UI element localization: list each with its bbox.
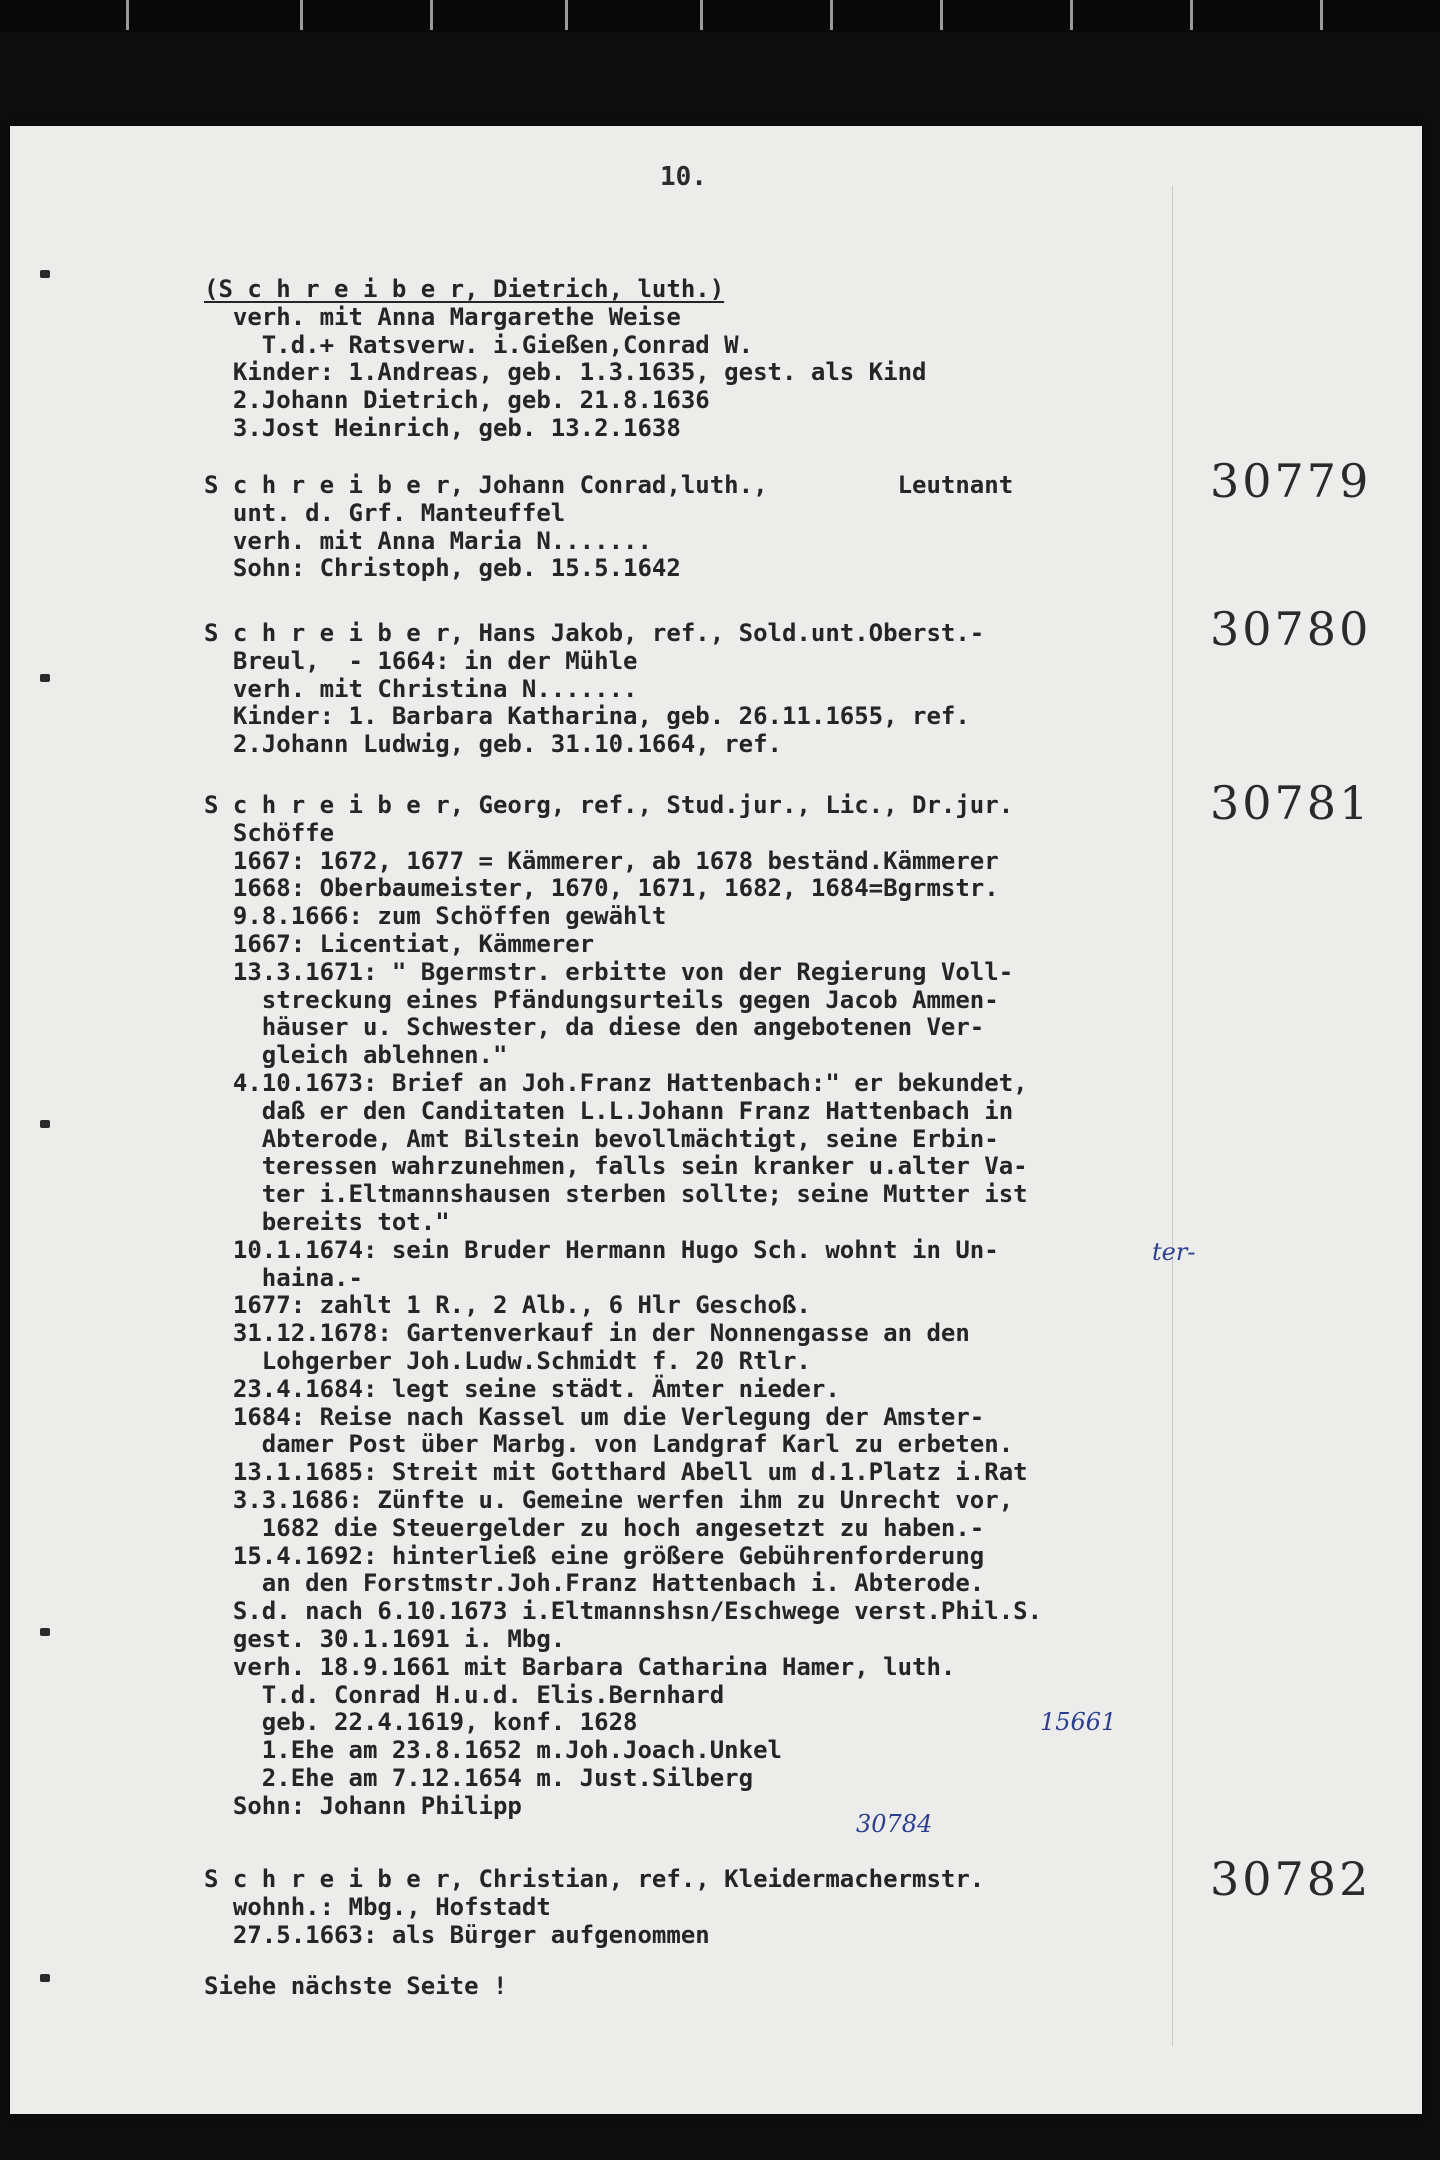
- entry-line: streckung eines Pfändungsurteils gegen Jacob Ammen-: [204, 985, 999, 1014]
- film-strip-top: [0, 0, 1440, 32]
- register-number: 30782: [1210, 1852, 1372, 1906]
- entry-line: wohnh.: Mbg., Hofstadt: [204, 1892, 551, 1921]
- entry-line: T.d. Conrad H.u.d. Elis.Bernhard: [204, 1680, 725, 1709]
- entry-line: 1667: 1672, 1677 = Kämmerer, ab 1678 beständ.Kämmerer: [204, 846, 999, 875]
- entry-line: 23.4.1684: legt seine städt. Ämter nieder.: [204, 1374, 840, 1403]
- entry-line: Sohn: Johann Philipp: [204, 1791, 522, 1820]
- entry-line: 3.Jost Heinrich, geb. 13.2.1638: [204, 413, 681, 442]
- punch-mark: [40, 1628, 50, 1636]
- entry-line: häuser u. Schwester, da diese den angebotenen Ver-: [204, 1013, 985, 1042]
- entry-line: T.d.+ Ratsverw. i.Gießen,Conrad W.: [204, 330, 754, 359]
- register-number: 30780: [1210, 602, 1372, 656]
- handwritten-reference: 15661: [1040, 1708, 1117, 1736]
- entry-heading: S c h r e i b e r, Johann Conrad,luth., Leutnant: [204, 471, 1014, 499]
- entry-line: 27.5.1663: als Bürger aufgenommen: [204, 1920, 710, 1949]
- entry-line: Kinder: 1.Andreas, geb. 1.3.1635, gest. als Kind: [204, 358, 927, 387]
- entry-line: 1.Ehe am 23.8.1652 m.Joh.Joach.Unkel: [204, 1736, 782, 1765]
- entry-heading: S c h r e i b e r, Christian, ref., Kleidermachermstr.: [204, 1865, 985, 1893]
- entry-line: 4.10.1673: Brief an Joh.Franz Hattenbach:" er bekundet,: [204, 1068, 1028, 1097]
- entry-line: Kinder: 1. Barbara Katharina, geb. 26.11.1655, ref.: [204, 702, 970, 731]
- entry-line: an den Forstmstr.Joh.Franz Hattenbach i. Abterode.: [204, 1569, 985, 1598]
- handwritten-correction: ter-: [1152, 1238, 1196, 1266]
- entry-line: gleich ablehnen.": [204, 1041, 508, 1070]
- register-number: 30779: [1210, 454, 1372, 508]
- entry-line: Schöffe: [204, 818, 335, 847]
- entry-line: 13.3.1671: " Bgermstr. erbitte von der Regierung Voll-: [204, 957, 1014, 986]
- entry-line: 1667: Licentiat, Kämmerer: [204, 929, 595, 958]
- entry-line: Lohgerber Joh.Ludw.Schmidt f. 20 Rtlr.: [204, 1346, 811, 1375]
- entry-line: Abterode, Amt Bilstein bevollmächtigt, seine Erbin-: [204, 1124, 999, 1153]
- entry-line: bereits tot.": [204, 1207, 450, 1236]
- continued-note: Siehe nächste Seite !: [204, 1972, 508, 2000]
- entry-line: Breul, - 1664: in der Mühle: [204, 646, 638, 675]
- entry-line: 1668: Oberbaumeister, 1670, 1671, 1682, 1684=Bgrmstr.: [204, 874, 999, 903]
- entry-line: verh. mit Anna Margarethe Weise: [204, 302, 681, 331]
- entry-line: 2.Ehe am 7.12.1654 m. Just.Silberg: [204, 1763, 754, 1792]
- handwritten-reference: 30784: [856, 1810, 933, 1838]
- entry-line: damer Post über Marbg. von Landgraf Karl zu erbeten.: [204, 1430, 1014, 1459]
- entry-heading: S c h r e i b e r, Georg, ref., Stud.jur., Lic., Dr.jur.: [204, 791, 1014, 819]
- entry-line: 1682 die Steuergelder zu hoch angesetzt zu haben.-: [204, 1513, 985, 1542]
- entry-line: Sohn: Christoph, geb. 15.5.1642: [204, 554, 681, 583]
- entry-georg: [204, 792, 1244, 1820]
- entry-christian: [204, 1866, 1244, 1949]
- entry-line: 2.Johann Dietrich, geb. 21.8.1636: [204, 386, 710, 415]
- entry-line: teressen wahrzunehmen, falls sein kranker u.alter Va-: [204, 1152, 1028, 1181]
- page-number: 10.: [660, 162, 707, 192]
- punch-mark: [40, 674, 50, 682]
- document-page: [10, 126, 1422, 2114]
- register-number: 30781: [1210, 776, 1372, 830]
- entry-line: 1677: zahlt 1 R., 2 Alb., 6 Hlr Geschoß.: [204, 1291, 811, 1320]
- entry-line: 31.12.1678: Gartenverkauf in der Nonnengasse an den: [204, 1319, 970, 1348]
- entry-dietrich: [204, 276, 1244, 443]
- entry-line: unt. d. Grf. Manteuffel: [204, 498, 566, 527]
- entry-hans-jakob: [204, 620, 1244, 759]
- entry-line: 13.1.1685: Streit mit Gotthard Abell um d.1.Platz i.Rat: [204, 1458, 1028, 1487]
- entry-line: S.d. nach 6.10.1673 i.Eltmannshsn/Eschwege verst.Phil.S.: [204, 1597, 1043, 1626]
- entry-line: 3.3.1686: Zünfte u. Gemeine werfen ihm zu Unrecht vor,: [204, 1485, 1014, 1514]
- entry-line: gest. 30.1.1691 i. Mbg.: [204, 1624, 566, 1653]
- punch-mark: [40, 270, 50, 278]
- entry-heading: S c h r e i b e r, Hans Jakob, ref., Sold.unt.Oberst.-: [204, 619, 985, 647]
- entry-johann-conrad: [204, 472, 1244, 583]
- punch-mark: [40, 1120, 50, 1128]
- entry-line: 2.Johann Ludwig, geb. 31.10.1664, ref.: [204, 730, 782, 759]
- entry-heading: (S c h r e i b e r, Dietrich, luth.): [204, 275, 725, 303]
- entry-line: daß er den Canditaten L.L.Johann Franz Hattenbach in: [204, 1096, 1014, 1125]
- entry-line: verh. mit Christina N.......: [204, 674, 638, 703]
- entry-line: verh. mit Anna Maria N.......: [204, 526, 652, 555]
- entry-line: verh. 18.9.1661 mit Barbara Catharina Hamer, luth.: [204, 1652, 956, 1681]
- entry-line: geb. 22.4.1619, konf. 1628: [204, 1708, 638, 1737]
- entry-line: haina.-: [204, 1263, 363, 1292]
- entry-line: 9.8.1666: zum Schöffen gewählt: [204, 902, 667, 931]
- entry-line: 15.4.1692: hinterließ eine größere Gebührenforderung: [204, 1541, 985, 1570]
- punch-mark: [40, 1974, 50, 1982]
- entry-line: ter i.Eltmannshausen sterben sollte; seine Mutter ist: [204, 1180, 1028, 1209]
- entry-line: 10.1.1674: sein Bruder Hermann Hugo Sch. wohnt in Un-: [204, 1235, 999, 1264]
- entry-line: 1684: Reise nach Kassel um die Verlegung der Amster-: [204, 1402, 985, 1431]
